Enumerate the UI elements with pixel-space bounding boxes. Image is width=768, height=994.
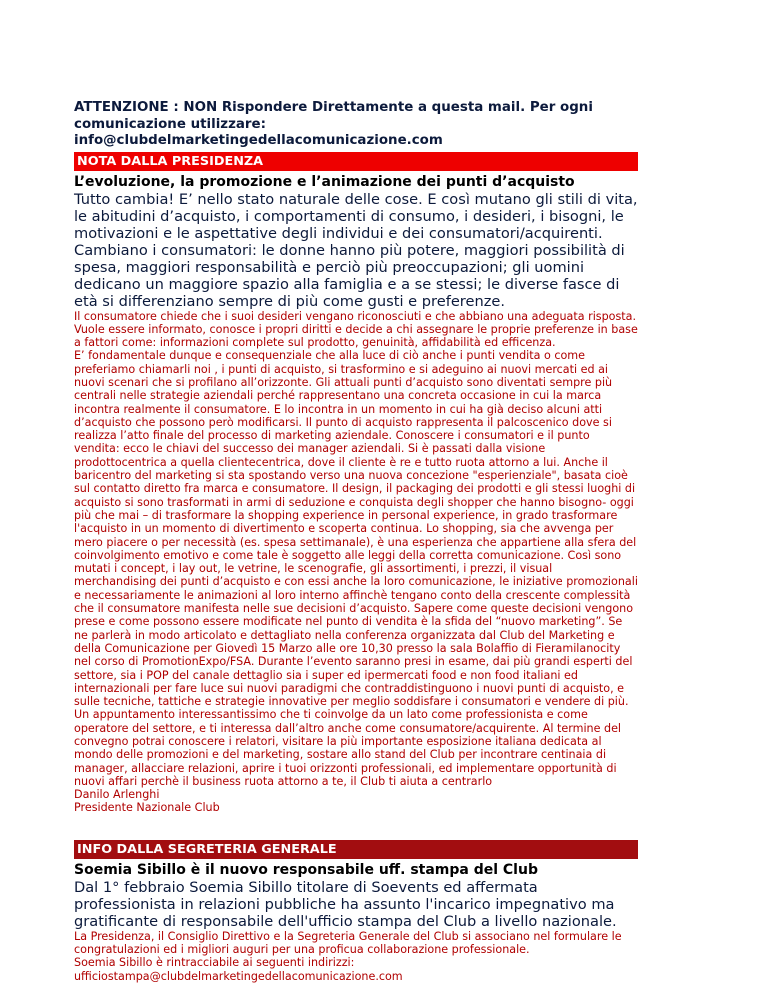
newsletter-page: [74, 100, 638, 983]
warning-notice: ATTENZIONE : NON Rispondere Direttamente a questa mail. Per ogni comunicazione utilizzare: info@clubdelmarketingedellacomunicazione.com: [74, 100, 593, 148]
article-lead-2: Dal 1° febbraio Soemia Sibillo titolare di Soevents ed affermata professionista in relazioni pubbliche ha assunto l'incarico impegnativo ma gratificante di responsabile dell'ufficio stampa del Club a livello nazionale.: [74, 878, 617, 930]
article-headline-2: Soemia Sibillo è il nuovo responsabile uff. stampa del Club: [74, 861, 538, 878]
section-band-presidenza: NOTA DALLA PRESIDENZA: [74, 152, 638, 171]
article-2-paragraph-1: La Presidenza, il Consiglio Direttivo e la Segreteria Generale del Club si associano nel formulare le congratulazioni ed i migliori auguri per una proficua collaborazione professionale.: [74, 929, 622, 957]
article-paragraph-1: Il consumatore chiede che i suoi desideri vengano riconosciuti e che abbiano una adeguata risposta.: [74, 309, 637, 323]
article-headline: L’evoluzione, la promozione e l’animazione dei punti d’acquisto: [74, 173, 575, 190]
article-paragraph-3: E’ fondamentale dunque e consequenziale che alla luce di ciò anche i punti vendita o come preferiamo chiamarli noi , i punti di acquisto, si trasformino e si adeguino ai nuovi mercati ed ai nuovi scenari che si profilano all’orizzonte. Gli attuali punti d’acquisto sono diventati sempre più centrali nelle strategie aziendali perché rappresentano una concreta occasione in cui la marca incontra realmente il consumatore. E lo incontra in un momento in cui ha già deciso alcuni atti d’acquisto che possono però modificarsi. Il punto di acquisto rappresenta il palcoscenico dove si realizza l’atto finale del processo di marketing aziendale. Conoscere i consumatori e il punto vendita: ecco le chiavi del successo dei manager aziendali. Si è passati dalla visione prodottocentrica a quella clientecentrica, dove il cliente è re e tutto ruota attorno a lui. Anche il baricentro del marketing si sta spostando verso una nuova concezione "esperienziale", basata cioè sul contatto diretto fra marca e consumatore. Il design, il packaging dei prodotti e gli stessi luoghi di acquisto si sono trasformati in armi di seduzione e conquista degli shopper che hanno bisogno- oggi più che mai – di trasformare la shopping experience in personal experience, in grado trasformare l'acquisto in un momento di divertimento e scoperta continua. Lo shopping, sia che avvenga per mero piacere o per necessità (es. spesa settimanale), è una esperienza che appartiene alla sfera del coinvolgimento emotivo e come tale è soggetto alle leggi della corretta comunicazione. Così sono mutati i concept, i lay out, le vetrine, le scenografie, gli assortimenti, i prezzi, il visual merchandising dei punti d’acquisto e con essi anche la loro comunicazione, le iniziative promozionali e necessariamente le animazioni al loro interno affinchè tengano conto della crescente complessità che il consumatore manifesta nelle sue decisioni d’acquisto. Sapere come queste decisioni vengono prese e come possono essere modificate nel punto di vendita è la sfida del “nuovo marketing”. Se ne parlerà in modo articolato e dettagliato nella conferenza organizzata dal Club del Marketing e della Comunicazione per Giovedì 15 Marzo alle ore 10,30 presso la sala Bolaffio di Fieramilanocity nel corso di PromotionExpo/FSA. Durante l’evento saranno presi in esame, dai più grandi esperti del settore, sia i POP del canale dettaglio sia i super ed ipermercati food e non food italiani ed internazionali per fare luce sui nuovi paradigmi che contraddistinguono i nuovi punti di acquisto, e sulle tecniche, tattiche e strategie innovative per meglio soddisfare i consumatori e vendere di più.: [74, 349, 638, 709]
signature-name: Danilo Arlenghi: [74, 788, 160, 802]
signature-role: Presidente Nazionale Club: [74, 801, 220, 815]
article-lead: Tutto cambia! E’ nello stato naturale delle cose. E così mutano gli stili di vita, le abitudini d’acquisto, i comportamenti di consumo, i desideri, i bisogni, le motivazioni e le aspettative degli individui e dei consumatori/acquirenti. Cambiano i consumatori: le donne hanno più potere, maggiori possibilità di spesa, maggiori responsabilità e perciò più preoccupazioni; gli uomini dedicano un maggiore spazio alla famiglia e a se stessi; le diverse fasce di età si differenziano sempre di più come gusti e preferenze.: [74, 190, 638, 310]
section-spacer: [74, 815, 638, 840]
article-2-paragraph-2: Soemia Sibillo è rintracciabile ai seguenti indirizzi:: [74, 956, 355, 970]
press-office-email-link[interactable]: ufficiostampa@clubdelmarketingedellacomunicazione.com: [74, 969, 403, 983]
article-paragraph-4: Un appuntamento interessantissimo che ti coinvolge da un lato come professionista e come operatore del settore, e ti interessa dall’altro anche come consumatore/acquirente. Al termine del convegno potrai conoscere i relatori, visitare la più importante esposizione italiana dedicata al mondo delle promozioni e del marketing, sostare allo stand del Club per incontrare centinaia di manager, allacciare relazioni, aprire i tuoi orizzonti professionali, ed implementare opportunità di nuovi affari perchè il business ruota attorno a te, il Club ti aiuta a centrarlo: [74, 708, 622, 788]
article-paragraph-2: Vuole essere informato, conosce i propri diritti e decide a chi assegnare le proprie preferenze in base a fattori come: informazioni complete sul prodotto, genuinità, affidabilità ed efficenza.: [74, 322, 638, 350]
section-band-segreteria: INFO DALLA SEGRETERIA GENERALE: [74, 840, 638, 859]
